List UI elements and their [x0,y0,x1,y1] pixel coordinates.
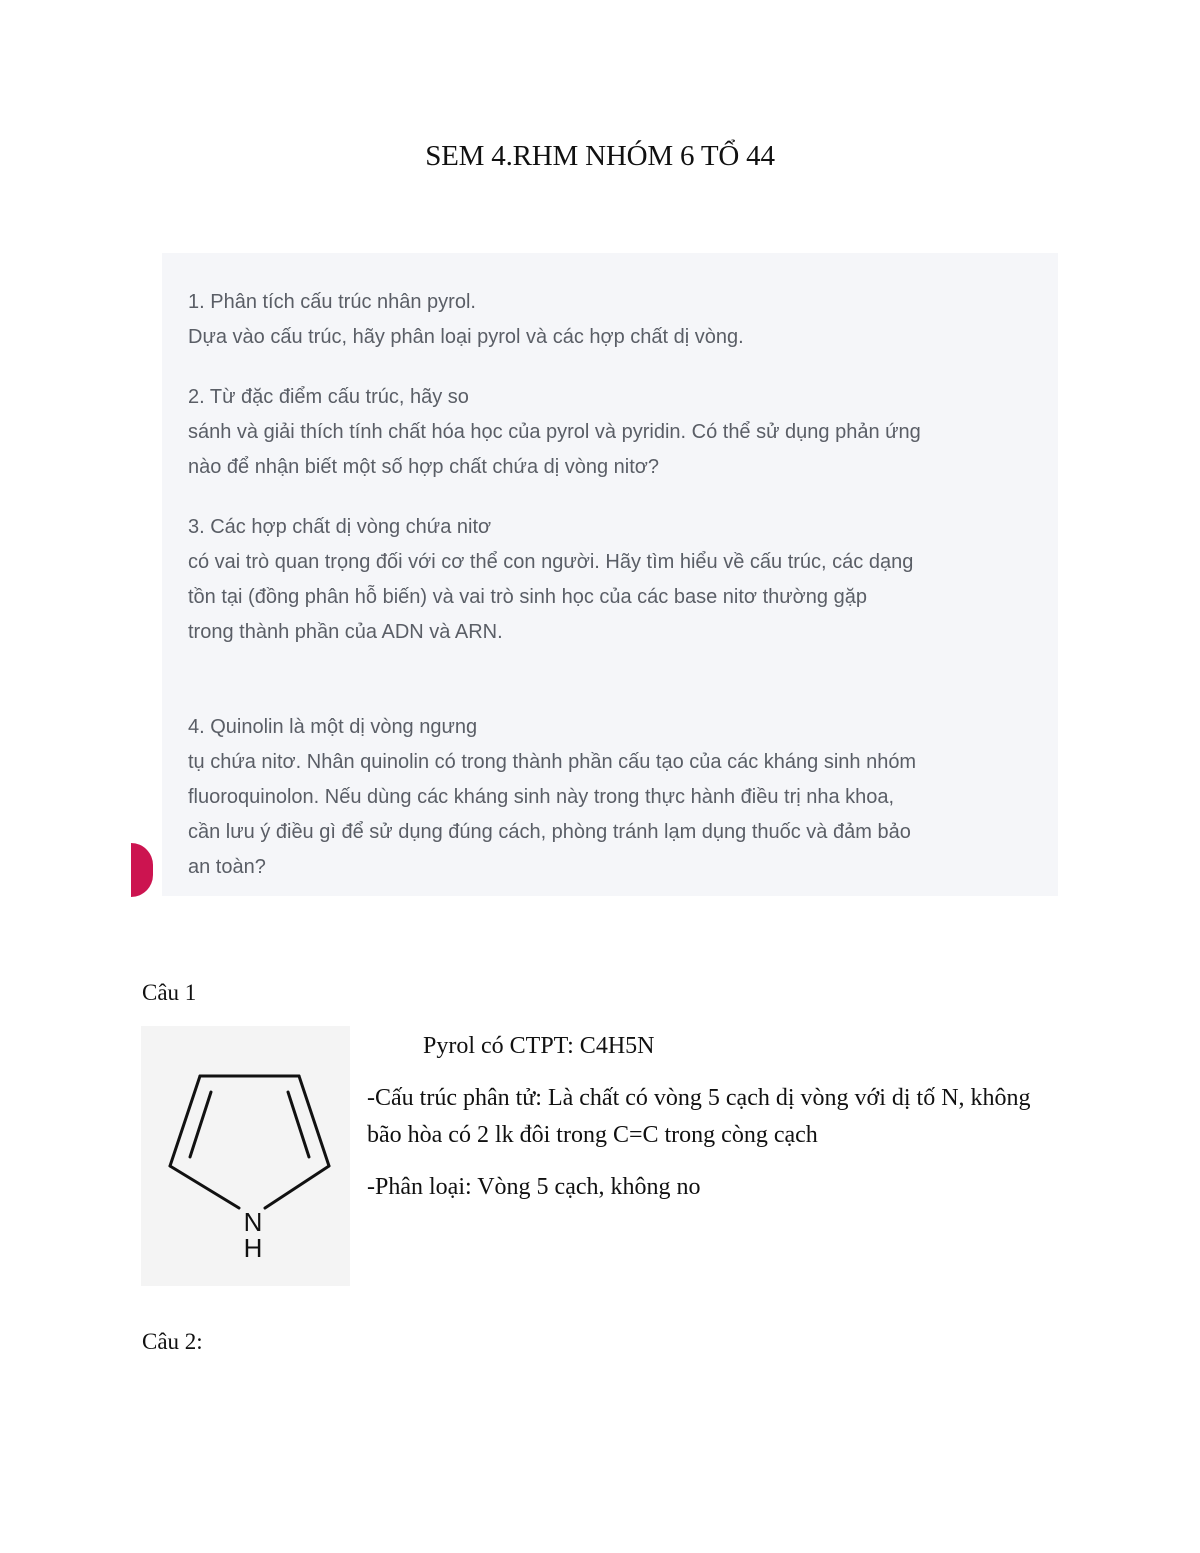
hydrogen-atom-label: H [243,1233,263,1263]
question-2 [188,380,1028,485]
pyrrole-ring-diagram [141,1026,350,1286]
double-bond-c2-c3 [190,1092,211,1157]
question-1-line: Dựa vào cấu trúc, hãy phân loại pyrol và các hợp chất dị vòng. [188,326,744,348]
question-4 [188,710,1028,885]
question-3-line: có vai trò quan trọng đối với cơ thể con người. Hãy tìm hiểu về cấu trúc, các dạng [188,551,914,573]
question-3-heading: 3. Các hợp chất dị vòng chứa nitơ [188,516,492,538]
question-3-line: trong thành phần của ADN và ARN. [188,621,503,643]
nitrogen-atom-label: N [243,1207,263,1237]
answer-1-text [367,1030,1067,1221]
bond-n-c2 [170,1166,239,1208]
question-1 [188,285,1028,355]
question-4-line: cần lưu ý điều gì để sử dụng đúng cách, phòng tránh lạm dụng thuốc và đảm bảo [188,821,911,843]
classification: -Phân loại: Vòng 5 cạch, không no [367,1174,701,1200]
bond-c2-c3 [170,1076,200,1166]
double-bond-c4-c5 [288,1092,309,1157]
structure-description: -Cấu trúc phân tử: Là chất có vòng 5 cạch dị vòng với dị tố N, không bão hòa có 2 lk đôi trong C=C trong còng cạch [367,1085,1031,1148]
question-2-line: nào để nhận biết một số hợp chất chứa dị vòng nitơ? [188,456,660,478]
molecular-formula: Pyrol có CTPT: C4H5N [423,1033,655,1059]
question-4-line: an toàn? [188,856,266,878]
side-tab-marker [131,843,153,897]
pyrrole-structure-image [141,1026,350,1286]
question-2-heading: 2. Từ đặc điểm cấu trúc, hãy so [188,386,469,408]
answer-2-label: Câu 2: [142,1329,203,1354]
bond-c5-n [265,1166,329,1208]
question-1-heading: 1. Phân tích cấu trúc nhân pyrol. [188,291,476,313]
question-4-line: fluoroquinolon. Nếu dùng các kháng sinh này trong thực hành điều trị nha khoa, [188,786,895,808]
bond-c4-c5 [299,1076,329,1166]
answer-1-label: Câu 1 [142,980,197,1005]
question-3 [188,510,1028,650]
question-4-heading: 4. Quinolin là một dị vòng ngưng [188,716,478,738]
question-4-line: tụ chứa nitơ. Nhân quinolin có trong thành phần cấu tạo của các kháng sinh nhóm [188,751,917,773]
question-box [162,253,1058,896]
document-title: SEM 4.RHM NHÓM 6 TỔ 44 [425,140,775,172]
question-3-line: tồn tại (đồng phân hỗ biến) và vai trò sinh học của các base nitơ thường gặp [188,586,867,608]
question-2-line: sánh và giải thích tính chất hóa học của pyrol và pyridin. Có thể sử dụng phản ứng [188,421,921,443]
